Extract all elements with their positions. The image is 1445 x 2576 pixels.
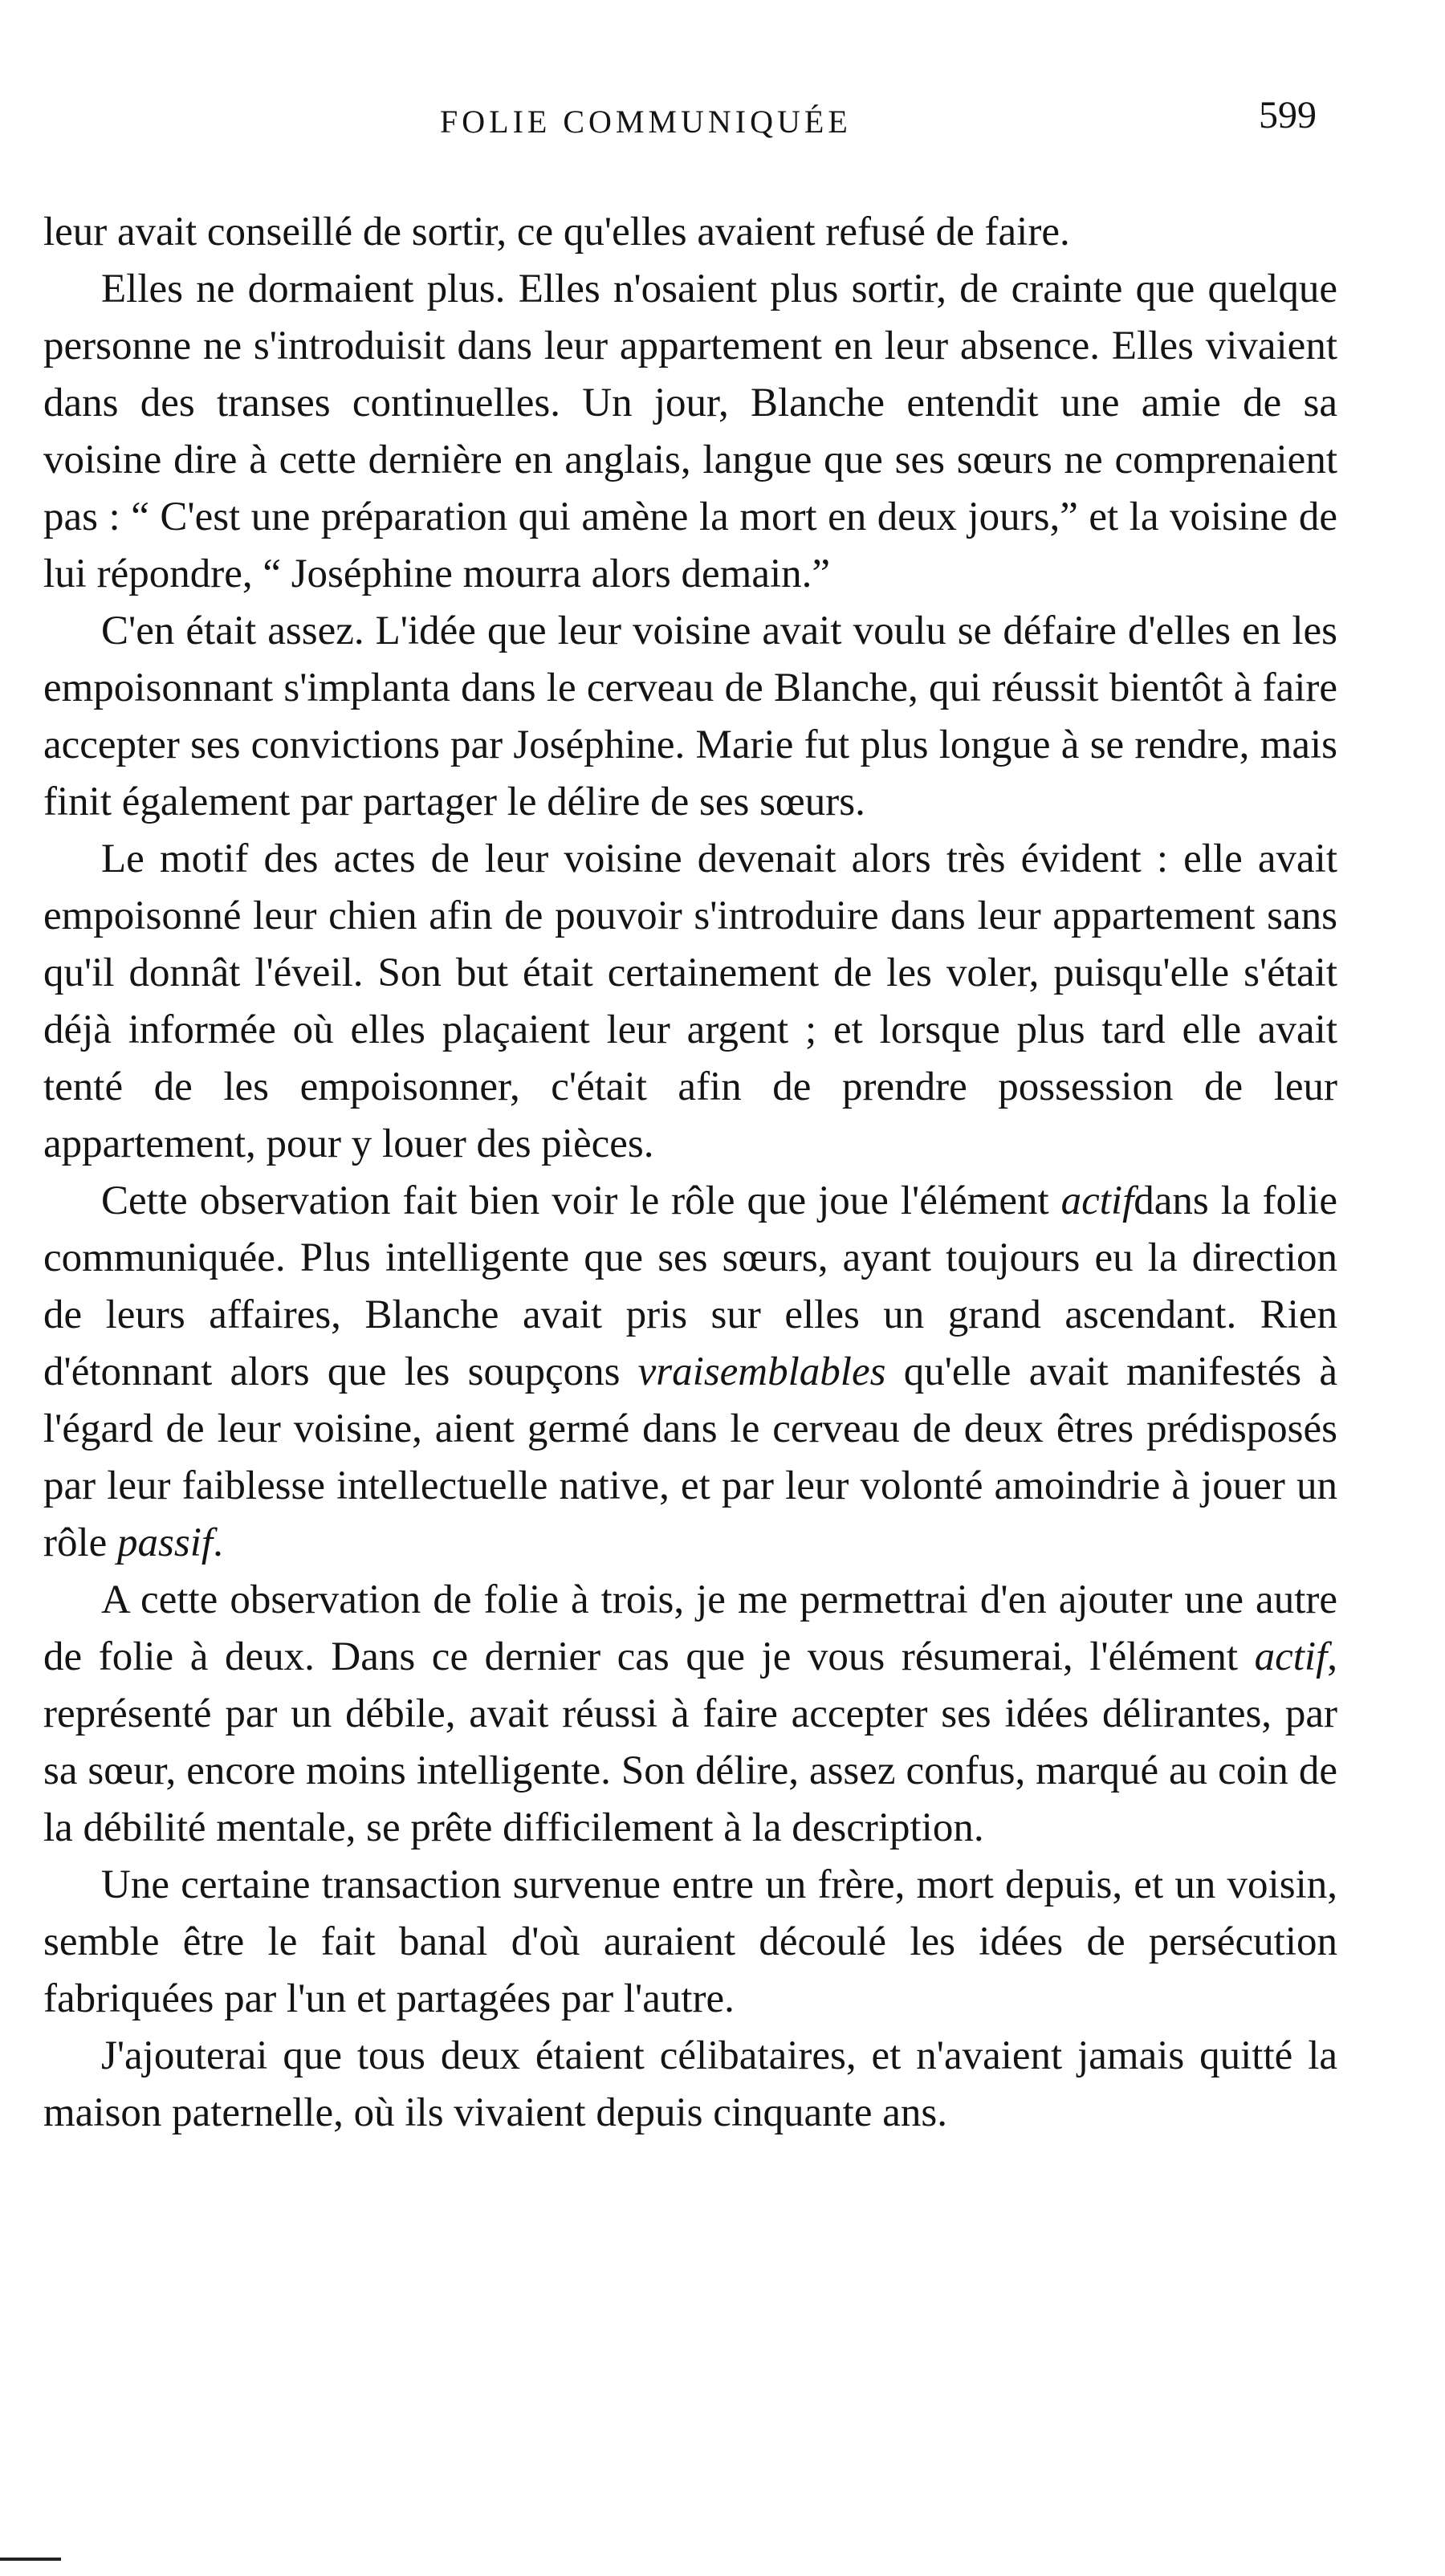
- paragraph-5-text-c: dans la folie communiquée. Plus intelligente que ses sœurs, ayant toujours eu la direction de leurs affaires, Blanche avait pris sur elles un grand ascendant. Rien d'étonnant alors que les soupçons: [43, 1178, 1337, 1394]
- paragraph-5-text-a: Cette observation fait bien voir le rôle que joue l'élément: [101, 1178, 1061, 1223]
- paragraph-1: leur avait conseillé de sortir, ce qu'elles avaient refusé de faire.: [43, 210, 1070, 254]
- emphasis-actif: actif: [1060, 1178, 1134, 1223]
- emphasis-actif-2: actif: [1254, 1634, 1328, 1679]
- emphasis-vraisemblables: vraisemblables: [637, 1349, 886, 1394]
- scan-edge-mark: [0, 2558, 61, 2561]
- paragraph-5-text-e: qu'elle avait manifestés à l'égard de leur voisine, aient germé dans le cerveau de deux êtres prédisposés par leur faiblesse intellectuelle native, et par leur volonté amoindrie à jouer un rôle: [43, 1349, 1337, 1565]
- paragraph-7: Une certaine transaction survenue entre un frère, mort depuis, et un voisin, semble être le fait banal d'où auraient découlé les idées de persécution fabriquées par l'un et partagées par l'autre.: [43, 1862, 1337, 2021]
- page-number: 599: [1259, 94, 1317, 136]
- paragraph-4: Le motif des actes de leur voisine devenait alors très évident : elle avait empoisonné leur chien afin de pouvoir s'introduire dans leur appartement sans qu'il donnât l'éveil. Son but était certainement de les voler, puisqu'elle s'était déjà informée où elles plaçaient leur argent ; et lorsque plus tard elle avait tenté de les empoisonner, c'était afin de prendre possession de leur appartement, pour y louer des pièces.: [43, 836, 1337, 1166]
- paragraph-2: Elles ne dormaient plus. Elles n'osaient plus sortir, de crainte que quelque personne ne s'introduisit dans leur appartement en leur absence. Elles vivaient dans des transes continuelles. Un jour, Blanche entendit une amie de sa voisine dire à cette dernière en anglais, langue que ses sœurs ne comprenaient pas : “ C'est une préparation qui amène la mort en deux jours,” et la voisine de lui répondre, “ Joséphine mourra alors demain.”: [43, 267, 1337, 596]
- running-title: FOLIE COMMUNIQUÉE: [440, 104, 852, 140]
- running-head: [0, 88, 1445, 161]
- paragraph-6: [43, 1572, 1337, 1857]
- body-text: [43, 204, 1337, 2142]
- paragraph-8: J'ajouterai que tous deux étaient célibataires, et n'avaient jamais quitté la maison paternelle, où ils vivaient depuis cinquante ans.: [43, 2033, 1337, 2135]
- paragraph-6-text-c: , représenté par un débile, avait réussi à faire accepter ses idées délirantes, par sa sœur, encore moins intelligente. Son délire, assez confus, marqué au coin de la débilité mentale, se prête difficilement à la description.: [43, 1634, 1337, 1850]
- paragraph-6-text-a: A cette observation de folie à trois, je me permettrai d'en ajouter une autre de folie à deux. Dans ce dernier cas que je vous résumerai, l'élément: [43, 1577, 1337, 1679]
- emphasis-passif: passif: [117, 1520, 214, 1565]
- paragraph-5: [43, 1173, 1337, 1572]
- paragraph-3: C'en était assez. L'idée que leur voisine avait voulu se défaire d'elles en les empoisonnant s'implanta dans le cerveau de Blanche, qui réussit bientôt à faire accepter ses convictions par Joséphine. Marie fut plus longue à se rendre, mais finit également par partager le délire de ses sœurs.: [43, 608, 1337, 824]
- paragraph-5-text-g: .: [213, 1520, 223, 1565]
